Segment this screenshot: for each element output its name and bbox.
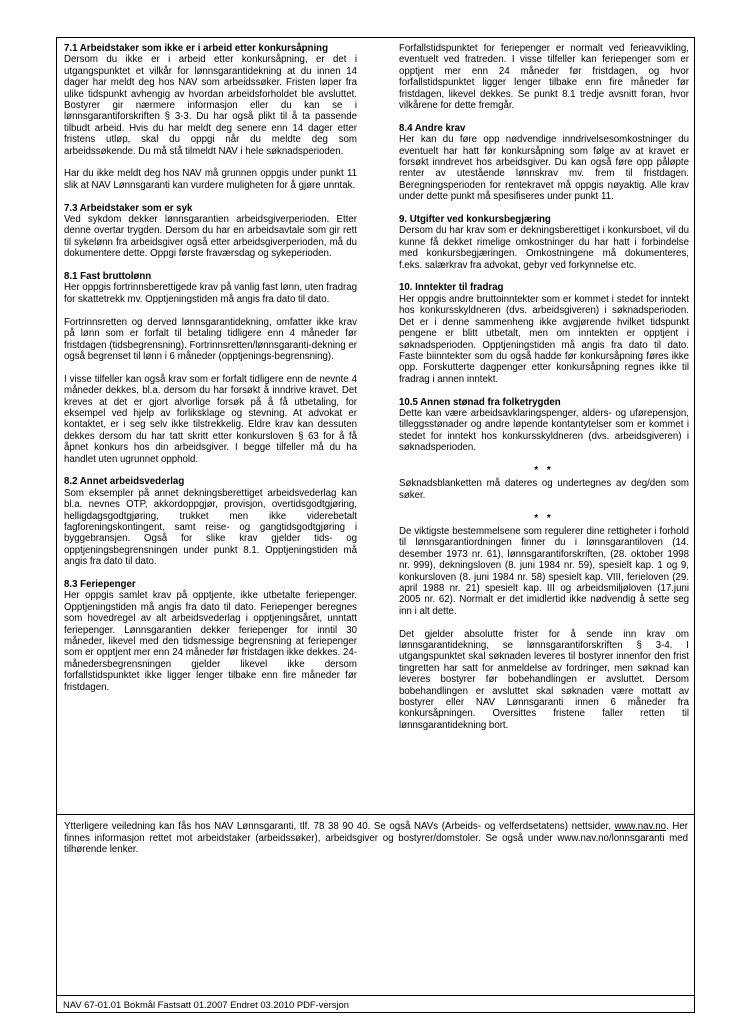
section-heading: 7.3 Arbeidstaker som er syk <box>64 202 193 214</box>
paragraph: Det gjelder absolutte frister for å sende inn krav om lønnsgarantidekning, se lønnsgarantiforskriften § 3-4. I utgangspunktet skal søknaden leveres til bostyrer innenfor den frist tingretten har satt for anmeldelse av fordringer, men søknad kan leveres bostyrer før bobehandlingen er avsluttet. Dersom bobehandlingen er avsluttet skal søknaden være mottatt av bostyrer eller NAV Lønnsgaranti innen 6 måneder fra konkursåpningen. Oversittes fristene faller retten til lønnsgarantidekning bort. <box>399 628 689 731</box>
section-7-1 <box>64 43 357 191</box>
section-8-2 <box>64 476 357 567</box>
guidance-text: . Her finnes informasjon rettet mot arbeidstaker (arbeidssøker), arbeidsgiver og bostyrer/domstoler. Se også under www.nav.no/lonnsgaranti med tilhørende lenker. <box>64 821 688 856</box>
paragraph: Dette kan være arbeidsavklaringspenger, alders- og uførepensjon, tilleggsstønader og andre løpende kontantytelser som er kommet i stedet for inntekt hos konkursskyldneren (dvs. arbeidsgiveren) i søknadsperioden. <box>399 407 689 454</box>
guidance-text: Ytterligere veiledning kan fås hos NAV Lønnsgaranti, tlf. 78 38 90 40. Se også NAVs (Arbeids- og velferdsetatens) nettsider, <box>64 821 611 832</box>
signature-note-block <box>399 478 689 501</box>
section-10-5 <box>399 397 689 454</box>
further-guidance <box>64 821 688 856</box>
paragraph: Her oppgis fortrinnsberettigede krav på vanlig fast lønn, uten fradrag for skattetrekk mv. Opptjeningstiden må angis fra dato til dato. <box>64 282 357 305</box>
section-separator-stars: * * <box>534 512 554 524</box>
section-7-3 <box>64 203 357 260</box>
right-column <box>399 43 689 743</box>
section-9 <box>399 214 689 271</box>
paragraph: Ved sykdom dekker lønnsgarantien arbeidsgiverperioden. Etter denne overtar trygden. Dersom du har en arbeidsavtale som gir rett til sykelønn fra arbeidsgiver også etter arbeidsgiverperioden, må du dokumentere dette. Oppgi første fraværsdag og sykeperioden. <box>64 214 357 260</box>
section-heading: 10. Inntekter til fradrag <box>399 282 504 294</box>
section-heading: 8.4 Andre krav <box>399 122 466 134</box>
divider-bottom <box>57 995 694 996</box>
guidance-body <box>57 38 694 814</box>
paragraph: Fortrinnsretten og derved lønnsgarantidekning, omfatter ikke krav på lønn som er forfalt til betaling tidligere enn 4 måneder før fristdagen (tidsbegrensning). Fortrinnsretten/lønnsgaranti-dekning er også begrenset til lønn i 6 måneder (opptjenings-begrensning). <box>64 316 357 362</box>
closing-block <box>399 526 689 731</box>
section-heading: 8.3 Feriepenger <box>64 578 136 590</box>
section-8-4 <box>399 123 689 203</box>
signature-note: Søknadsblanketten må dateres og undertegnes av deg/den som søker. <box>399 478 689 501</box>
paragraph: Her kan du føre opp nødvendige inndrivelsesomkostninger du eventuelt har hatt før konkursåpning som følge av at kravet er forsøkt inndrevet hos arbeidsgiver. Du kan også føre opp påløpte renter av utestående lønnskrav mv. frem til fristdagen. Beregningsperioden for rentekravet må oppgis nøyaktig. Alle krav under dette punkt må spesifiseres under punkt 11. <box>399 134 689 203</box>
section-heading: 8.1 Fast bruttolønn <box>64 271 152 283</box>
paragraph: Forfallstidspunktet for feriepenger er normalt ved ferieavvikling, eventuelt ved fratreden. I visse tilfeller kan feriepenger som er opptjent mer enn 24 måneder før fristdagen, og hvor forfallstidspunktet ligger lenger tilbake enn fire måneder før fristdagen, likevel dekkes. Se punkt 8.1 tredje avsnitt foran, hvor vilkårene for dette fremgår. <box>399 43 689 112</box>
paragraph: Har du ikke meldt deg hos NAV må grunnen oppgis under punkt 11 slik at NAV Lønnsgaranti kan vurdere muligheten for å gjøre unntak. <box>64 168 357 191</box>
document-frame <box>56 37 695 1013</box>
divider-top <box>57 814 694 815</box>
section-heading: 9. Utgifter ved konkursbegjæring <box>399 214 551 226</box>
paragraph: Her oppgis samlet krav på opptjente, ikke utbetalte feriepenger. Opptjeningstiden må angis fra dato til dato. Feriepenger beregnes som hovedregel av alt arbeidsvederlag i opptjeningsåret, unntatt feriepenger. Lønnsgarantien dekker feriepenger for inntil 30 måneder, likevel med den tidsmessige begrensning at feriepenger som er opptjent mer enn 24 måneder før fristdagen ikke dekkes. 24-månedersbegrensningen gjelder likevel ikke dersom forfallstidspunktet ikke ligger lenger tilbake enn fire måneder før fristdagen. <box>64 590 357 693</box>
paragraph: Som eksempler på annet dekningsberettiget arbeidsvederlag kan bl.a. nevnes OTP, akkordoppgjør, provisjon, overtidsgodtgjøring, helligdagsgodtgjøring, trukket men ikke viderebetalt fagforeningskontingent, samt reise- og gangtidsgodtgjøring i byggebransjen. Også for slike krav gjelder tids- og opptjeningsbegrensningen under punkt 8.1. Opptjeningstiden må angis fra dato til dato. <box>64 487 357 568</box>
paragraph: I visse tilfeller kan også krav som er forfalt tidligere enn de nevnte 4 måneder dekkes, bl.a. dersom du har forsøkt å inndrive kravet. Det kreves at det er gjort alvorlige forsøk på å få utbetaling, for eksempel ved hjelp av forliksklage og stevning. At advokat er kontaktet, er i seg selv ikke tilstrekkelig. Eldre krav kan dessuten dekkes dersom du har tatt skritt etter konkursloven § 63 for å få åpnet konkurs hos din arbeidsgiver. I begge tilfeller må du ha handlet uten ugrunnet opphold. <box>64 373 357 465</box>
paragraph: Her oppgis andre bruttoinntekter som er kommet i stedet for inntekt hos konkursskyldneren (dvs. arbeidsgiveren) i søknadsperioden. Det er i denne sammenheng ikke avgjørende hvilket tidspunkt pengene er blitt utbetalt, men om inntekten er opptjent i søknadsperioden. Opptjeningstiden må angis fra dato til dato. Faste biinntekter som du også hadde før konkursåpning føres ikke opp. Forskutterte dagpenger etter konkursåpning regnes ikke til fradrag i annen inntekt. <box>399 293 689 385</box>
section-10 <box>399 282 689 385</box>
left-column <box>64 43 357 704</box>
section-heading: 7.1 Arbeidstaker som ikke er i arbeid etter konkursåpning <box>64 43 328 54</box>
paragraph: De viktigste bestemmelsene som regulerer dine rettigheter i forhold til lønnsgarantiordningen finner du i lønnsgarantiloven (14. desember 1973 nr. 61), lønnsgarantiforskriften, (28. oktober 1998 nr. 999), dekningsloven (8. juni 1984 nr. 59), spesielt kap. 1 og 9, konkursloven (8. juni 1984 nr. 58) spesielt kap. VIII, ferieloven (29. april 1988 nr. 21) spesielt kap. III og arbeidsmiljøloven (17.juni 2005 nr. 62). Normalt er det imidlertid ikke nødvendig å sette seg inn i alt dette. <box>399 525 689 617</box>
section-heading: 10.5 Annen stønad fra folketrygden <box>399 396 561 408</box>
paragraph: Dersom du ikke er i arbeid etter konkursåpning, er det i utgangspunktet et vilkår for lønnsgarantidekning at du innen 14 dager har meldt deg hos NAV som arbeidssøker. Fristen løper fra ulike tidspunkt avhengig av hvordan arbeidsforholdet ble avsluttet. Bostyrer gir nærmere informasjon eller du kan se i lønnsgarantiforskriften § 3-3. Du har også plikt til å ta passende tilbudt arbeid. Hvis du har meldt deg senere enn 14 dager etter fristens utløp, skal du oppgi når du meldte deg som arbeidssøkende. Du må stå tilmeldt NAV i hele søknadsperioden. <box>64 54 357 157</box>
section-heading: 8.2 Annet arbeidsvederlag <box>64 476 185 488</box>
nav-website-link[interactable]: www.nav.no <box>614 821 667 832</box>
section-8-1 <box>64 271 357 465</box>
section-separator-stars: * * <box>534 464 554 476</box>
section-8-3-continued <box>399 43 689 111</box>
form-identifier: NAV 67-01.01 Bokmål Fastsatt 01.2007 Endret 03.2010 PDF-versjon <box>63 999 349 1010</box>
paragraph: Dersom du har krav som er dekningsberettiget i konkursboet, vil du kunne få dekket rimelige omkostninger du har hatt i forbindelse med konkursbegjæringen. Omkostningene må dokumenteres, f.eks. salærkrav fra advokat, gebyr ved forkynnelse etc. <box>399 225 689 271</box>
section-8-3 <box>64 579 357 693</box>
